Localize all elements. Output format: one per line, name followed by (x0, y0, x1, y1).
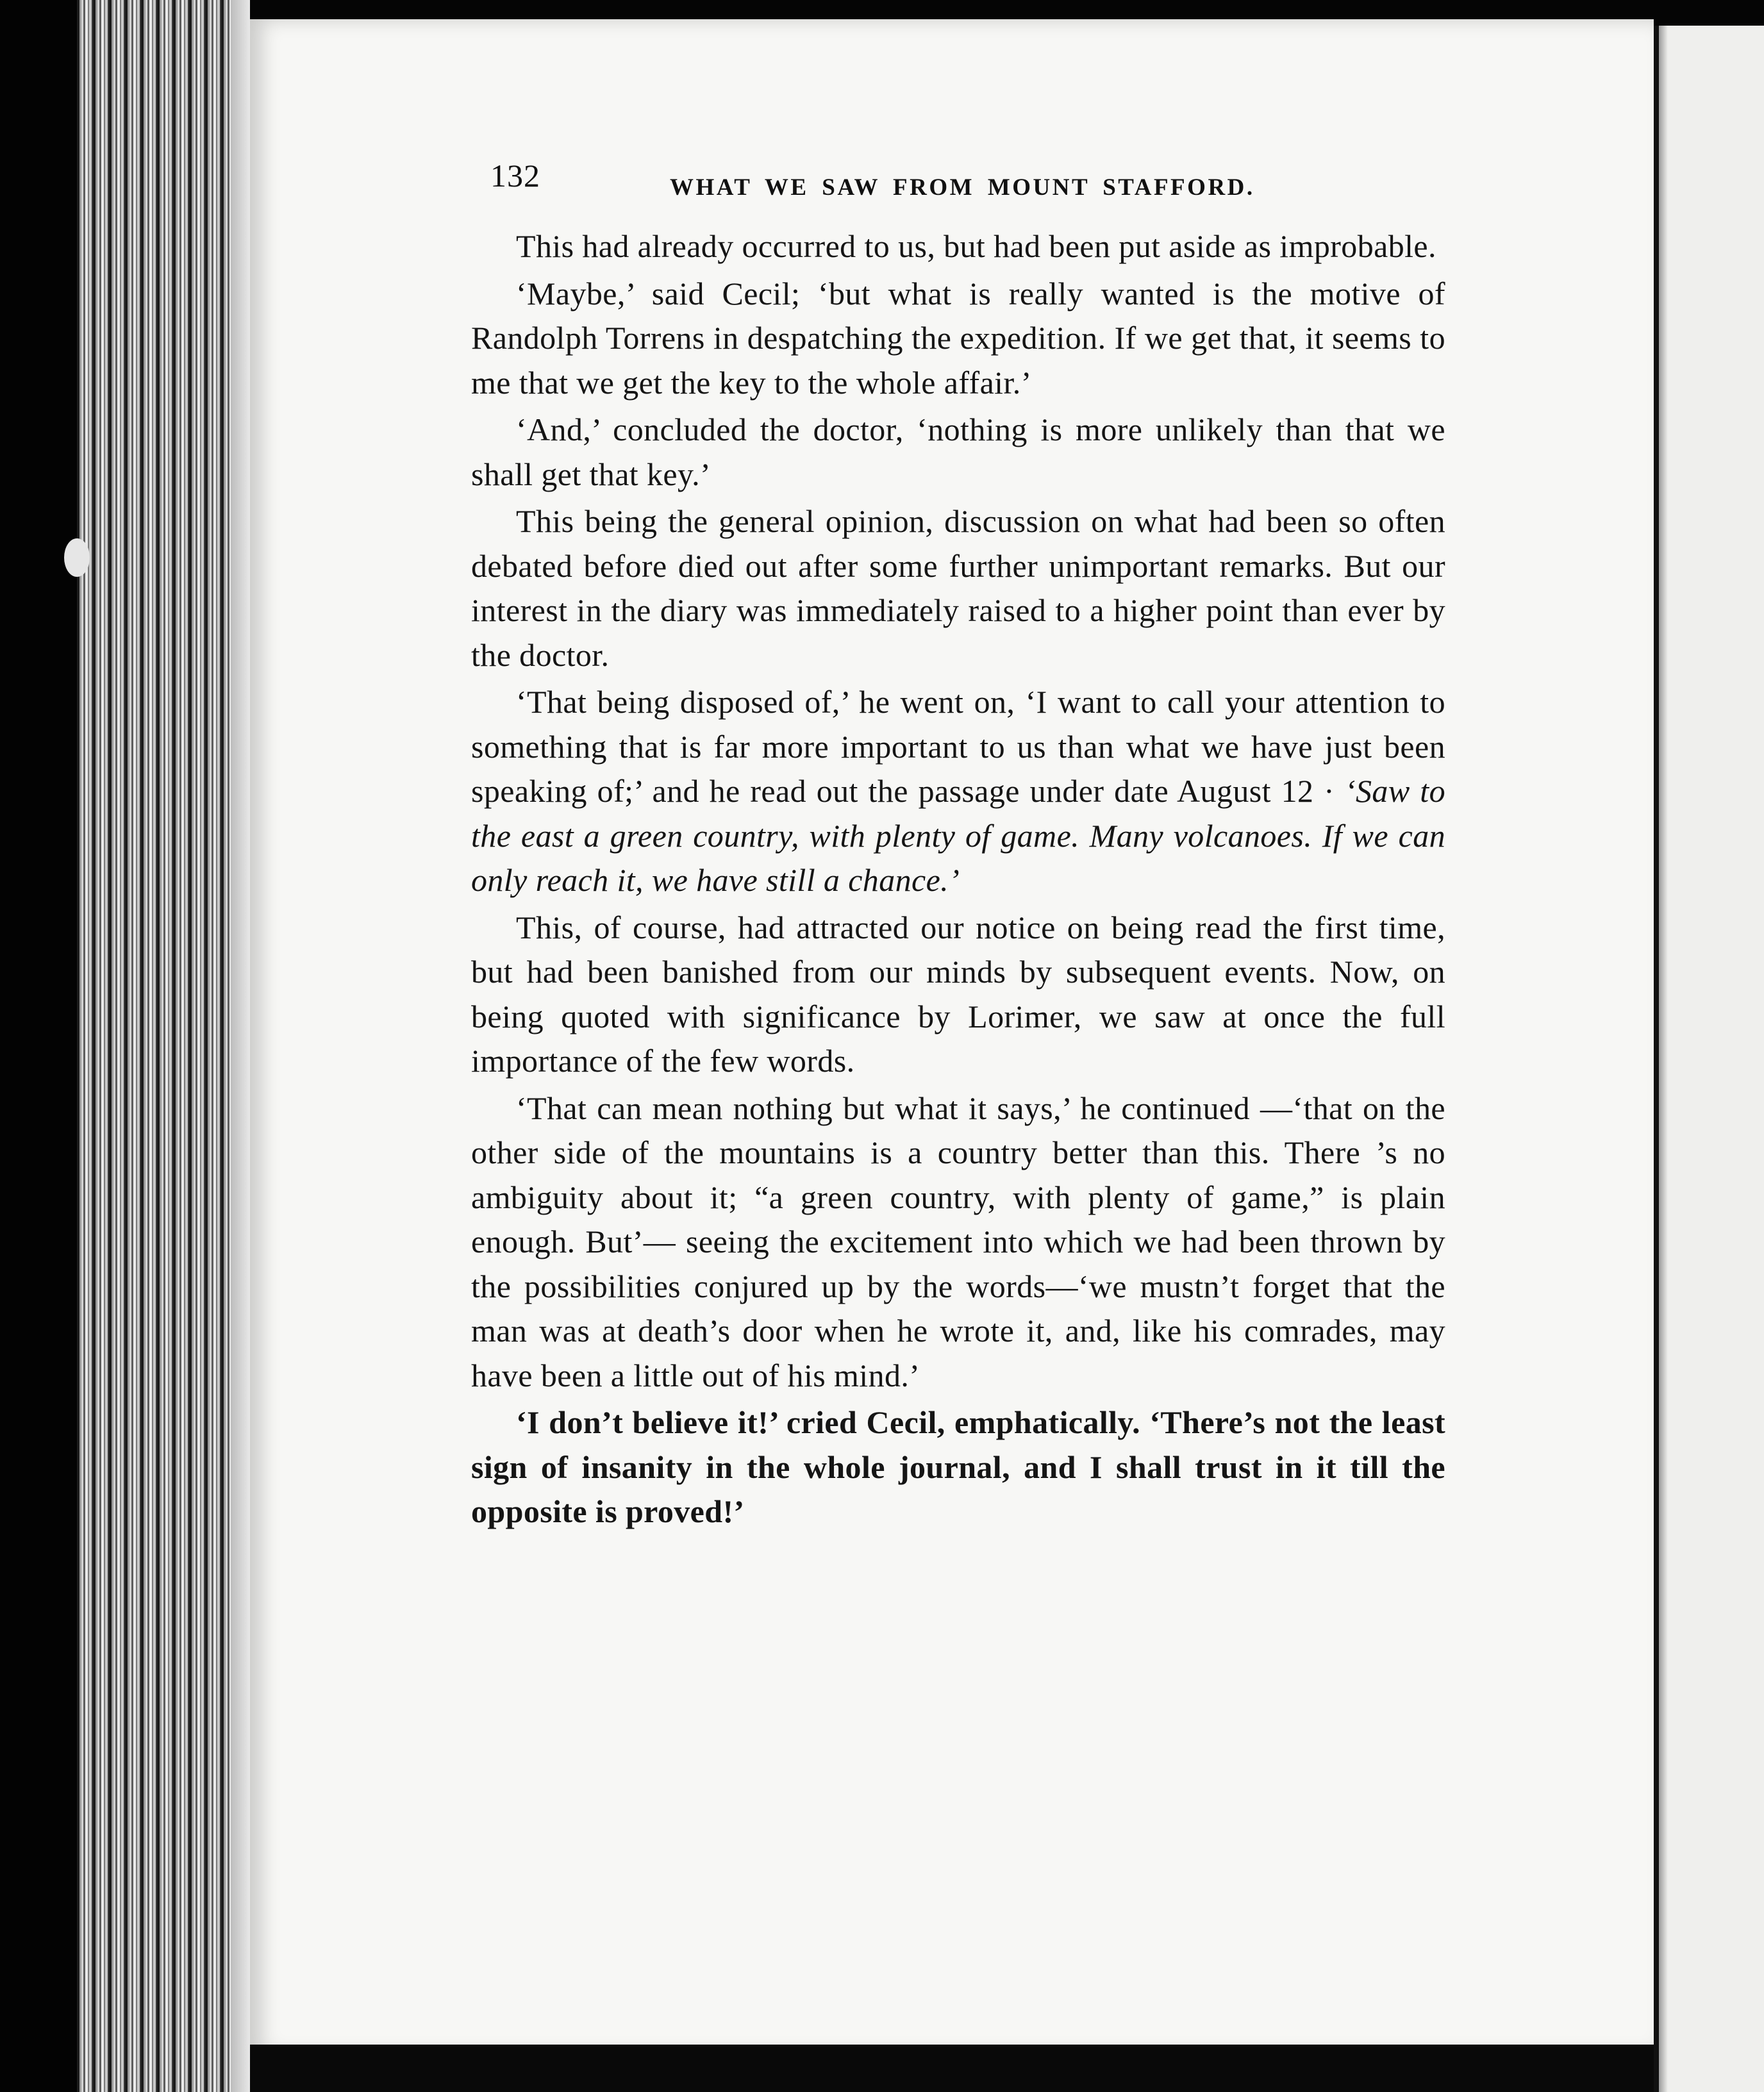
paragraph-1: This had already occurred to us, but had been put aside as improbable. (516, 228, 1436, 264)
diary-quotation: ‘Saw to the east a green country, with plenty of game. Many volcanoes. If we can only reach it, we have still a chance.’ (471, 773, 1445, 898)
paragraph-8: ‘I don’t believe it!’ cried Cecil, emphatically. ‘There’s not the least sign of insanity in the whole journal, and I shall trust in it till the opposite is proved!’ (471, 1404, 1445, 1529)
paragraph-7: ‘That can mean nothing but what it says,’ he continued —‘that on the other side of the mountains is a country better than this. There ’s no ambiguity about it; “a green country, with plenty of game,” is plain enough. But’— seeing the excitement into which we had been thrown by the possibilities conjured up by the words—‘we mustn’t forget that the man was at death’s door when he wrote it, and, like his comrades, may have been a little out of his mind.’ (471, 1090, 1445, 1393)
page-number: 132 (490, 158, 540, 194)
paragraph-4: This being the general opinion, discussion on what had been so often debated before died out after some further unimportant remarks. But our interest in the diary was immediately raised to a higher point than ever by the doctor. (471, 503, 1445, 673)
paragraph-2: ‘Maybe,’ said Cecil; ‘but what is really wanted is the motive of Randolph Torrens in despatching the expedition. If we get that, it seems to me that we get the key to the whole affair.’ (471, 275, 1445, 401)
scan-left-border (0, 0, 77, 2092)
running-head (490, 157, 1279, 208)
body-text (471, 224, 1445, 1537)
scan-bottom-border (250, 2045, 1654, 2092)
facing-page-strip (1654, 26, 1764, 2092)
page-edge-stack (77, 0, 250, 2092)
paragraph-5 (471, 680, 1445, 903)
paragraph-3: ‘And,’ concluded the doctor, ‘nothing is more unlikely than that we shall get that key.’ (471, 411, 1445, 492)
running-title: WHAT WE SAW FROM MOUNT STAFFORD. (670, 174, 1255, 201)
paragraph-5-text: ‘That being disposed of,’ he went on, ‘I want to call your attention to something that is far more important to us than what we have just been speaking of;’ and he read out the passage under date August 12 · (471, 684, 1445, 809)
dust-speck (64, 538, 90, 577)
paragraph-6: This, of course, had attracted our notice on being read the first time, but had been banished from our minds by subsequent events. Now, on being quoted with significance by Lorimer, we saw at once the full importance of the few words. (471, 909, 1445, 1079)
